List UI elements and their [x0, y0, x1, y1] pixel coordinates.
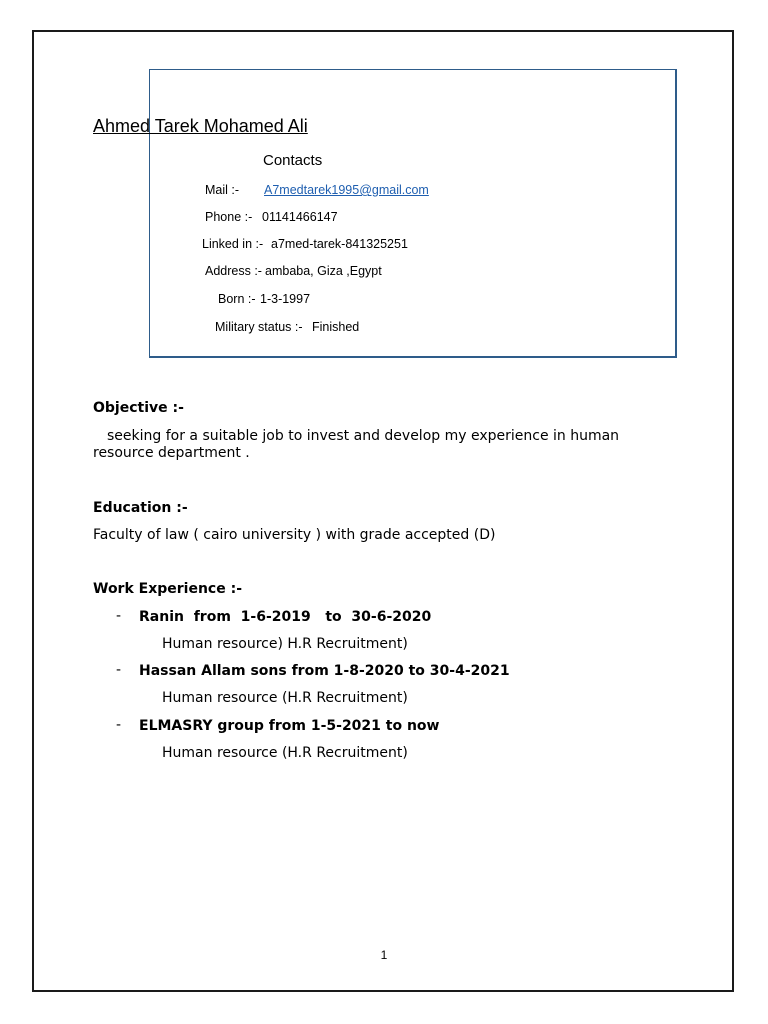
objective-line-2: resource department .	[93, 445, 250, 461]
job-title: ELMASRY group from 1-5-2021 to now	[139, 718, 440, 734]
address-value: ambaba, Giza ,Egypt	[265, 264, 382, 278]
work-experience-heading: Work Experience :-	[93, 581, 243, 597]
born-label: Born :-	[218, 292, 256, 306]
education-text: Faculty of law ( cairo university ) with grade accepted (D)	[93, 527, 496, 543]
military-label: Military status :-	[215, 320, 303, 334]
job-title: Ranin from 1-6-2019 to 30-6-2020	[139, 609, 432, 625]
applicant-name: Ahmed Tarek Mohamed Ali	[93, 116, 308, 136]
mail-link[interactable]: A7medtarek1995@gmail.com	[264, 183, 429, 197]
job-role: Human resource) H.R Recruitment)	[162, 636, 408, 652]
objective-heading: Objective :-	[93, 400, 184, 416]
job-role: Human resource (H.R Recruitment)	[162, 690, 408, 706]
address-label: Address :-	[205, 264, 262, 278]
page-number: 1	[380, 948, 388, 962]
bullet-dash: -	[116, 662, 122, 678]
linkedin-label: Linked in :-	[202, 237, 264, 251]
job-role: Human resource (H.R Recruitment)	[162, 745, 408, 761]
contacts-heading: Contacts	[263, 152, 323, 169]
education-heading: Education :-	[93, 500, 188, 516]
mail-label: Mail :-	[205, 183, 240, 197]
objective-line-1: seeking for a suitable job to invest and develop my experience in human	[107, 428, 620, 444]
born-value: 1-3-1997	[260, 292, 311, 306]
job-title: Hassan Allam sons from 1-8-2020 to 30-4-2021	[139, 663, 510, 679]
military-value: Finished	[312, 320, 360, 334]
phone-label: Phone :-	[205, 210, 253, 224]
phone-value: 01141466147	[262, 210, 338, 224]
bullet-dash: -	[116, 717, 122, 733]
bullet-dash: -	[116, 608, 122, 624]
linkedin-value: a7med-tarek-841325251	[271, 237, 408, 251]
